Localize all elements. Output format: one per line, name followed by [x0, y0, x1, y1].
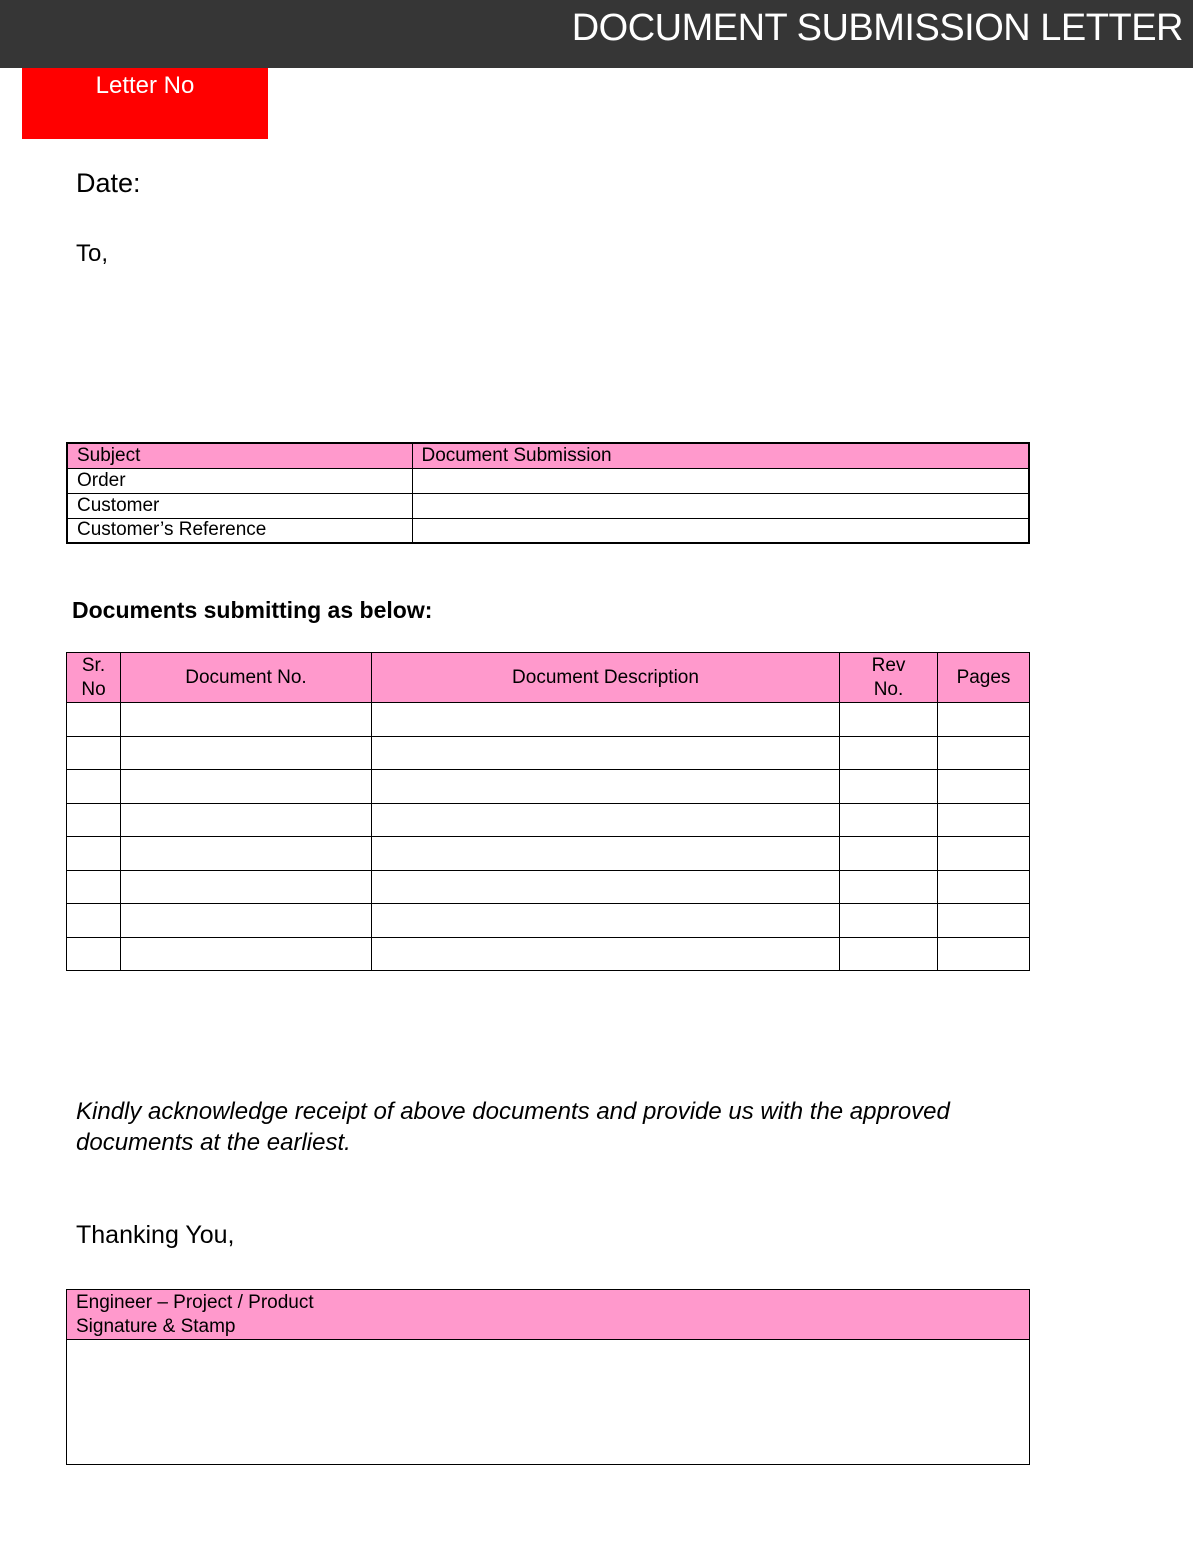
document-description-cell[interactable]: [372, 736, 840, 770]
document-description-cell[interactable]: [372, 703, 840, 737]
col-document-no-label: Document No.: [185, 666, 307, 688]
col-pages-label: Pages: [956, 666, 1011, 688]
signature-stamp-label: Signature & Stamp: [76, 1316, 236, 1337]
table-row: [67, 803, 1030, 837]
document-no-cell[interactable]: [121, 870, 372, 904]
table-row: [67, 770, 1030, 804]
subject-row: [67, 443, 1029, 468]
pages-cell[interactable]: [938, 803, 1030, 837]
rev-no-cell[interactable]: [840, 837, 938, 871]
pages-cell[interactable]: [938, 703, 1030, 737]
col-sr-no-line2: No: [81, 678, 106, 700]
col-document-description: [372, 653, 840, 703]
sr-no-cell[interactable]: [67, 870, 121, 904]
document-no-cell[interactable]: [121, 837, 372, 871]
sr-no-cell[interactable]: [67, 904, 121, 938]
subject-label: Subject: [67, 443, 412, 468]
rev-no-cell[interactable]: [840, 803, 938, 837]
documents-header-row: [67, 653, 1030, 703]
sr-no-cell[interactable]: [67, 736, 121, 770]
rev-no-cell[interactable]: [840, 770, 938, 804]
document-no-cell[interactable]: [121, 703, 372, 737]
col-sr-no: [67, 653, 121, 703]
document-description-cell[interactable]: [372, 904, 840, 938]
sr-no-cell[interactable]: [67, 803, 121, 837]
rev-no-cell[interactable]: [840, 904, 938, 938]
customer-reference-row: [67, 518, 1029, 543]
rev-no-cell[interactable]: [840, 703, 938, 737]
document-no-cell[interactable]: [121, 736, 372, 770]
customer-row: [67, 493, 1029, 518]
date-label: Date:: [76, 168, 141, 198]
document-description-cell[interactable]: [372, 803, 840, 837]
signature-area[interactable]: [67, 1340, 1029, 1464]
documents-table-body: [67, 703, 1030, 971]
document-no-cell[interactable]: [121, 937, 372, 971]
table-row: [67, 870, 1030, 904]
closing-paragraph: Kindly acknowledge receipt of above documents and provide us with the approved documents at the earliest.: [76, 1098, 950, 1156]
document-description-cell[interactable]: [372, 770, 840, 804]
rev-no-cell[interactable]: [840, 870, 938, 904]
document-no-cell[interactable]: [121, 803, 372, 837]
pages-cell[interactable]: [938, 770, 1030, 804]
letter-number-box: [22, 68, 268, 139]
document-no-cell[interactable]: [121, 904, 372, 938]
sr-no-cell[interactable]: [67, 703, 121, 737]
order-value[interactable]: [412, 468, 1029, 493]
table-row: [67, 837, 1030, 871]
recipient-label: To,: [76, 240, 109, 267]
pages-cell[interactable]: [938, 870, 1030, 904]
header-bar: [0, 0, 1193, 68]
pages-cell[interactable]: [938, 904, 1030, 938]
rev-no-cell[interactable]: [840, 937, 938, 971]
customer-reference-value[interactable]: [412, 518, 1029, 543]
sr-no-cell[interactable]: [67, 937, 121, 971]
letter-number-label: Letter No: [95, 72, 195, 99]
col-document-description-label: Document Description: [512, 666, 699, 688]
col-rev-no-line2: No.: [873, 678, 904, 700]
subject-table: [66, 442, 1030, 544]
document-description-cell[interactable]: [372, 837, 840, 871]
order-label: Order: [67, 468, 412, 493]
col-pages: [938, 653, 1030, 703]
thanks-line: Thanking You,: [76, 1221, 235, 1249]
pages-cell[interactable]: [938, 736, 1030, 770]
signature-box: [66, 1289, 1030, 1465]
rev-no-cell[interactable]: [840, 736, 938, 770]
signature-role-label: Engineer – Project / Product: [76, 1292, 314, 1313]
col-sr-no-line1: Sr.: [81, 654, 106, 676]
customer-label: Customer: [67, 493, 412, 518]
col-rev-no: [840, 653, 938, 703]
customer-value[interactable]: [412, 493, 1029, 518]
pages-cell[interactable]: [938, 837, 1030, 871]
document-description-cell[interactable]: [372, 870, 840, 904]
sr-no-cell[interactable]: [67, 837, 121, 871]
document-title: DOCUMENT SUBMISSION LETTER: [571, 7, 1183, 49]
table-row: [67, 937, 1030, 971]
table-row: [67, 736, 1030, 770]
customer-reference-label: Customer’s Reference: [67, 518, 412, 543]
sr-no-cell[interactable]: [67, 770, 121, 804]
documents-table: [66, 652, 1030, 971]
col-document-no: [121, 653, 372, 703]
document-description-cell[interactable]: [372, 937, 840, 971]
document-no-cell[interactable]: [121, 770, 372, 804]
col-rev-no-line1: Rev: [871, 654, 906, 676]
subject-value[interactable]: Document Submission: [412, 443, 1029, 468]
table-row: [67, 904, 1030, 938]
table-row: [67, 703, 1030, 737]
documents-heading: Documents submitting as below:: [72, 597, 433, 623]
pages-cell[interactable]: [938, 937, 1030, 971]
order-row: [67, 468, 1029, 493]
signature-header: [67, 1290, 1029, 1340]
